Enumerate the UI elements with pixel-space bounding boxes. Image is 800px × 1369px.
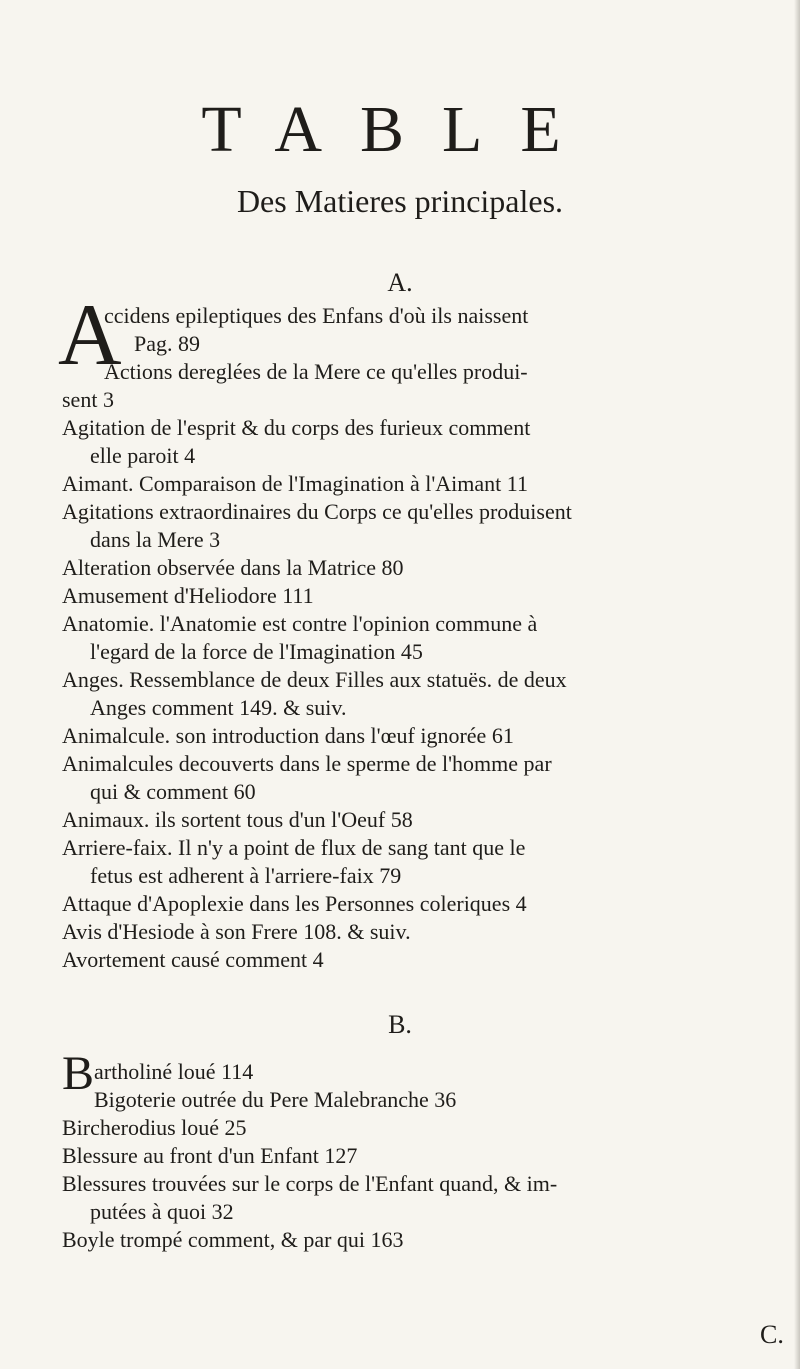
entry-line: Agitations extraordinaires du Corps ce qu'elles produisent — [62, 499, 572, 524]
entry-line: Arriere-faix. Il n'y a point de flux de sang tant que le — [62, 835, 526, 860]
entry-line: Anges. Ressemblance de deux Filles aux statuës. de deux — [62, 667, 567, 692]
entry-line: l'egard de la force de l'Imagination 45 — [90, 639, 423, 664]
catchword-next-section: C. — [760, 1320, 784, 1349]
entry-line: sent 3 — [62, 387, 114, 412]
entry-line: fetus est adherent à l'arriere-faix 79 — [90, 863, 402, 888]
entry-line: artholiné loué 114 — [94, 1059, 254, 1084]
entry-line: ccidens epileptiques des Enfans d'où ils naissent — [104, 303, 529, 328]
entry-line: putées à quoi 32 — [90, 1199, 234, 1224]
entry-line: Blessure au front d'un Enfant 127 — [62, 1143, 358, 1168]
entry-line: Animalcule. son introduction dans l'œuf ignorée 61 — [62, 723, 514, 748]
entry-line: Actions dereglées de la Mere ce qu'elles produi- — [104, 359, 528, 384]
entry-line: Anges comment 149. & suiv. — [90, 695, 347, 720]
dropcap-b: B — [62, 1047, 95, 1100]
entry-line: Pag. 89 — [134, 331, 200, 356]
section-heading-a: A. — [387, 268, 413, 297]
entry-line: Blessures trouvées sur le corps de l'Enfant quand, & im- — [62, 1171, 558, 1196]
entry-line: Boyle trompé comment, & par qui 163 — [62, 1227, 404, 1252]
entry-line: Alteration observée dans la Matrice 80 — [62, 555, 404, 580]
entry-line: Avortement causé comment 4 — [62, 947, 324, 972]
entry-line: dans la Mere 3 — [90, 527, 221, 552]
page-subtitle: Des Matieres principales. — [236, 183, 564, 219]
entry-line: Animaux. ils sortent tous d'un l'Oeuf 58 — [62, 807, 413, 832]
entry-line: Aimant. Comparaison de l'Imagination à l'Aimant 11 — [62, 471, 528, 496]
entry-line: Agitation de l'esprit & du corps des furieux comment — [62, 415, 531, 440]
entry-line: elle paroit 4 — [90, 443, 196, 468]
page-title: TABLE — [201, 93, 599, 166]
entry-line: qui & comment 60 — [90, 779, 256, 804]
entry-line: Anatomie. l'Anatomie est contre l'opinion commune à — [62, 611, 538, 636]
entry-line: Animalcules decouverts dans le sperme de l'homme par — [62, 751, 552, 776]
dropcap-a: A — [58, 287, 122, 384]
entry-line: Attaque d'Apoplexie dans les Personnes coleriques 4 — [62, 891, 527, 916]
entry-line: Bigoterie outrée du Pere Malebranche 36 — [94, 1087, 457, 1112]
section-heading-b: B. — [388, 1010, 412, 1039]
entry-line: Avis d'Hesiode à son Frere 108. & suiv. — [62, 919, 411, 944]
entry-line: Amusement d'Heliodore 111 — [62, 583, 314, 608]
entry-line: Bircherodius loué 25 — [62, 1115, 247, 1140]
